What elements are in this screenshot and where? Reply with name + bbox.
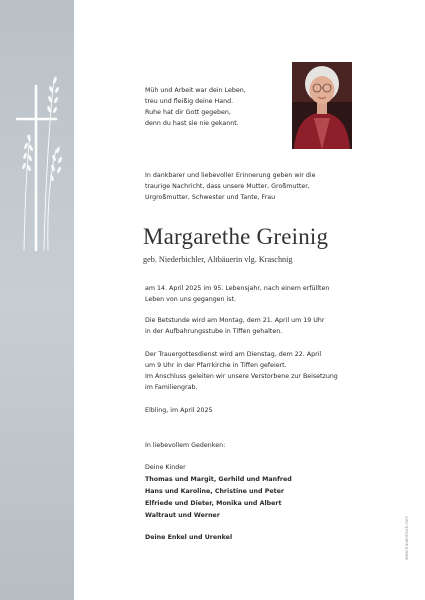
place-date: Elbling, im April 2025: [145, 407, 213, 414]
prayer-notice-line: in der Aufbahrungsstube in Tiffen gehalten.: [145, 328, 283, 335]
death-notice-line: am 14. April 2025 im 95. Lebensjahr, nach einem erfüllten: [145, 285, 330, 292]
prayer-notice-line: Die Betstunde wird am Montag, dem 21. April um 19 Uhr: [145, 317, 325, 324]
verse-line: denn du hast sie nie gekannt.: [145, 120, 239, 127]
children-line: Thomas und Margit, Gerhild und Manfred: [145, 476, 292, 483]
intro-line: In dankbarer und liebevoller Erinnerung geben wir die: [145, 172, 316, 179]
deceased-subtitle: geb. Niederbichler, Altbäuerin vlg. Kraschnig: [143, 255, 293, 264]
children-line: Waltraut und Werner: [145, 512, 220, 519]
funeral-notice-line: Der Trauergottesdienst wird am Dienstag, dem 22. April: [145, 351, 322, 358]
children-line: Elfriede und Dieter, Monika und Albert: [145, 500, 282, 507]
verse-line: Müh und Arbeit war dein Leben,: [145, 87, 246, 94]
funeral-notice-line: im Familiengrab.: [145, 384, 198, 391]
children-heading: Deine Kinder: [145, 464, 186, 471]
portrait-photo: [292, 62, 352, 149]
deceased-name: Margarethe Greinig: [143, 224, 329, 249]
intro-line: traurige Nachricht, dass unsere Mutter, Großmutter,: [145, 183, 310, 190]
children-line: Hans und Karoline, Christine und Peter: [145, 488, 284, 495]
grandchildren-line: Deine Enkel und Urenkel: [145, 534, 233, 541]
printer-credit: www.trauerdruck.com: [404, 515, 409, 560]
remembrance-heading: In liebevollem Gedenken:: [145, 442, 226, 449]
verse-line: Ruhe hat dir Gott gegeben,: [145, 109, 231, 116]
funeral-notice-line: um 9 Uhr in der Pfarrkirche in Tiffen gefeiert.: [145, 362, 287, 369]
death-notice-line: Leben von uns gegangen ist.: [145, 296, 237, 303]
verse-line: treu und fleißig deine Hand.: [145, 98, 234, 105]
funeral-notice-line: Im Anschluss geleiten wir unsere Verstorbene zur Beisetzung: [145, 373, 338, 380]
cross-wheat-icon: [0, 0, 74, 600]
decorative-sidebar: [0, 0, 74, 600]
intro-line: Urgroßmutter, Schwester und Tante, Frau: [145, 194, 276, 201]
